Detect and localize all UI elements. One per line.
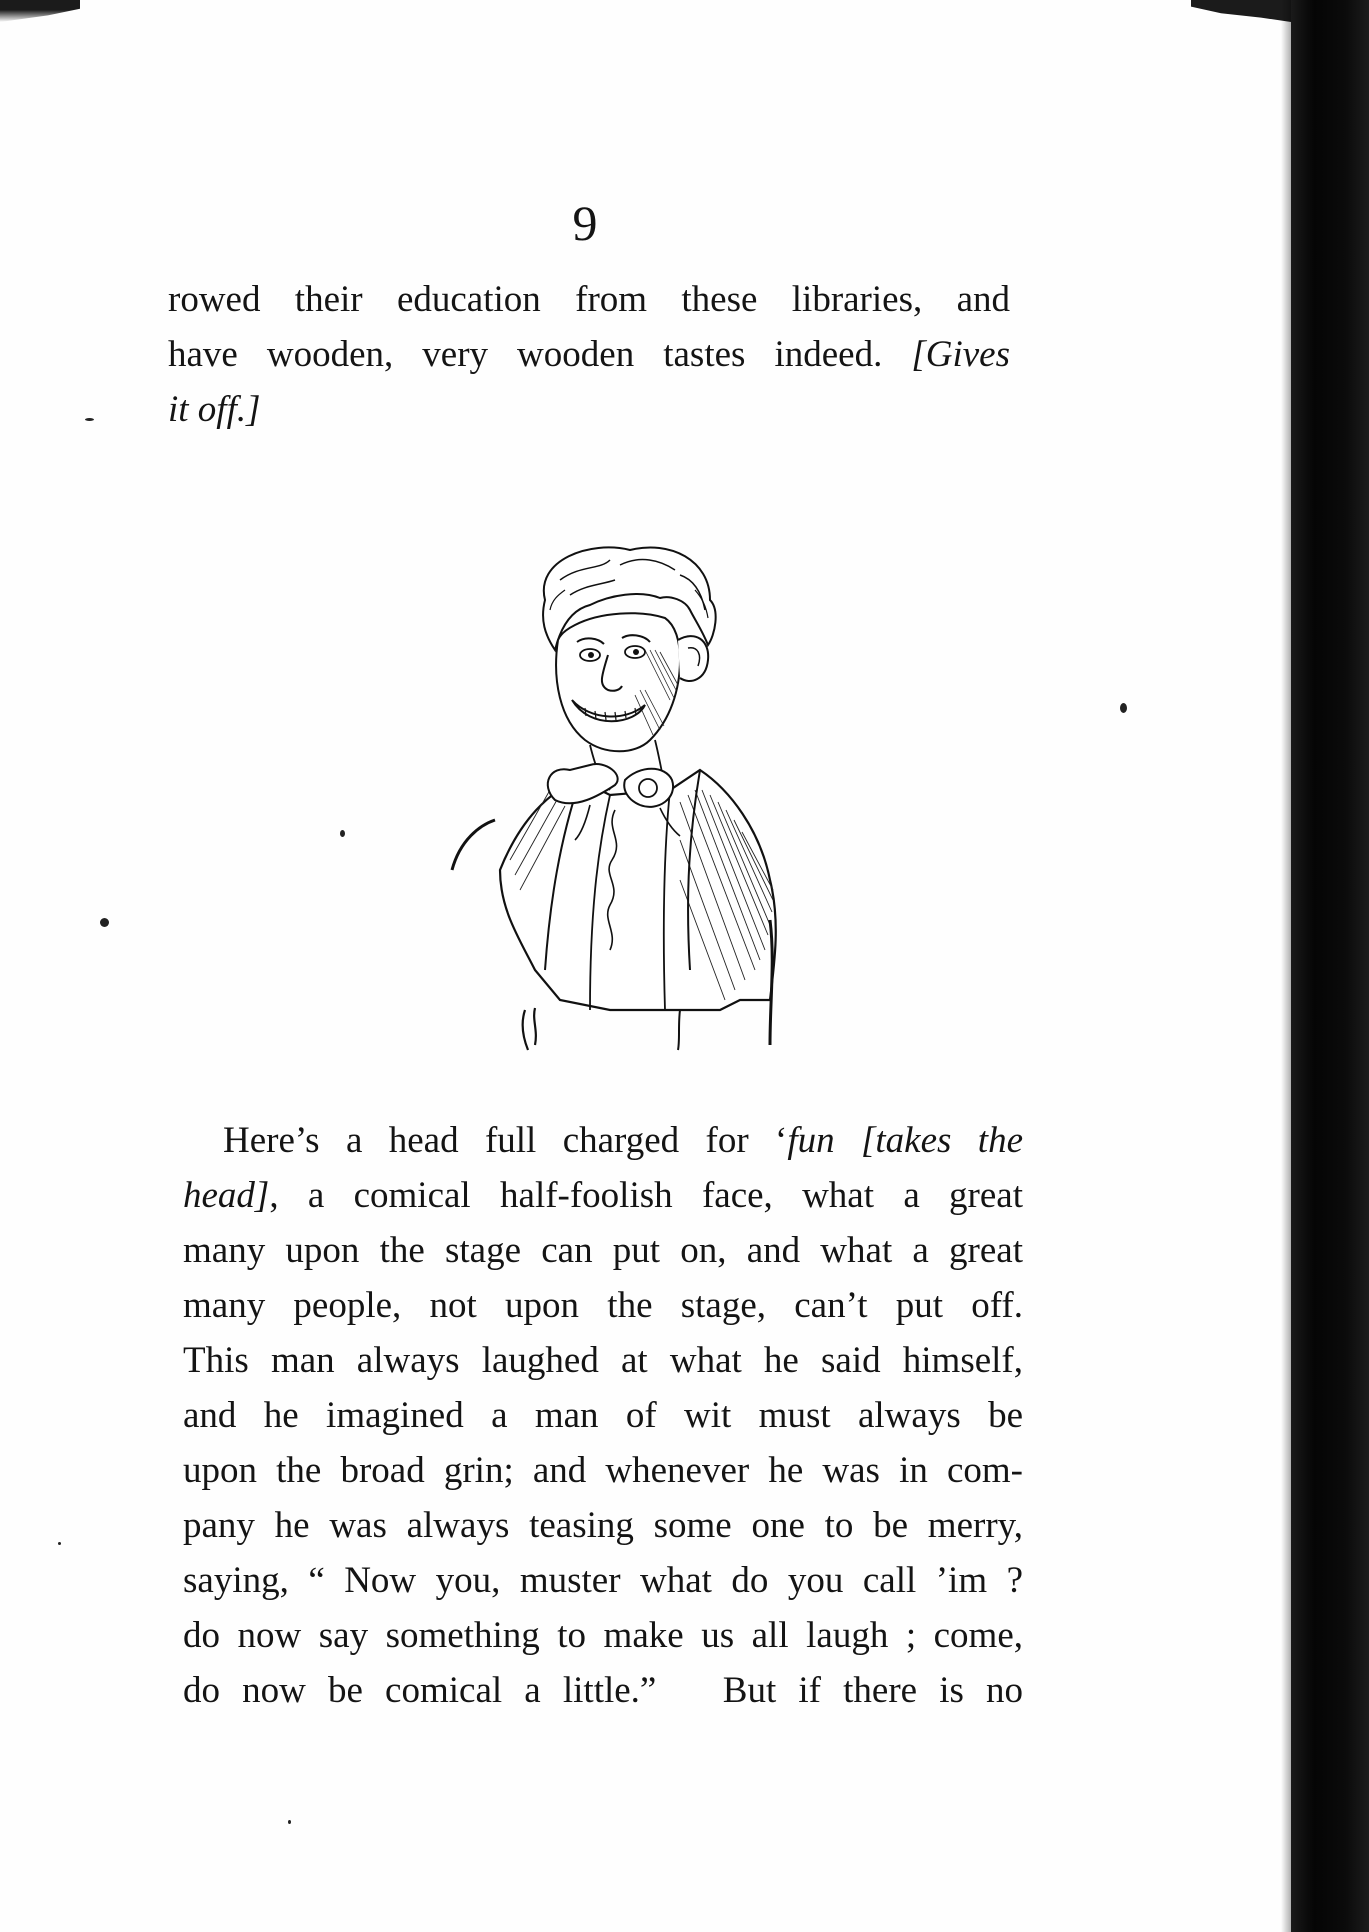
scan-corner-mark [0,0,80,22]
text-line: saying, “ Now you, muster what do you call ’im ? [183,1560,1023,1601]
scan-speck [100,918,109,927]
scan-speck [1120,703,1127,713]
scan-speck [85,418,94,421]
text-line: do now be comical a little.” But if there is no [183,1670,1024,1711]
text-line: Here’s a head full charged for ‘fun [takes the [223,1120,1023,1161]
scan-speck [288,1820,291,1824]
stage-direction: head] [183,1175,270,1216]
text-line: head], a comical half-foolish face, what a great [183,1175,1023,1216]
stage-direction: [takes the [861,1120,1023,1161]
bottom-paragraph [183,1113,1023,1718]
text-line: upon the broad grin; and whenever he was in com- [183,1450,1023,1491]
text-line: rowed their education from these libraries, and [168,279,1010,320]
scan-speck [58,1542,61,1545]
stage-direction: it off.] [168,389,261,430]
text-line: do now say something to make us all laugh ; come, [183,1615,1023,1656]
book-binding-edge [1291,0,1369,1932]
text-line: pany he was always teasing some one to be merry, [183,1505,1023,1546]
text-line: have wooden, very wooden tastes indeed. [Gives [168,334,1011,375]
text-line: many people, not upon the stage, can’t put off. [183,1285,1023,1326]
page-number: 9 [572,195,598,251]
scan-speck [340,830,345,837]
text-line: and he imagined a man of wit must always be [183,1395,1023,1436]
stage-direction: [Gives [911,334,1011,375]
top-paragraph [168,272,1010,437]
text-line: many upon the stage can put on, and what a great [183,1230,1023,1271]
text-line: This man always laughed at what he said himself, [183,1340,1023,1381]
emphasis: fun [787,1120,835,1161]
engraving-illustration [440,540,830,1060]
scan-corner-mark-right [1191,0,1291,22]
